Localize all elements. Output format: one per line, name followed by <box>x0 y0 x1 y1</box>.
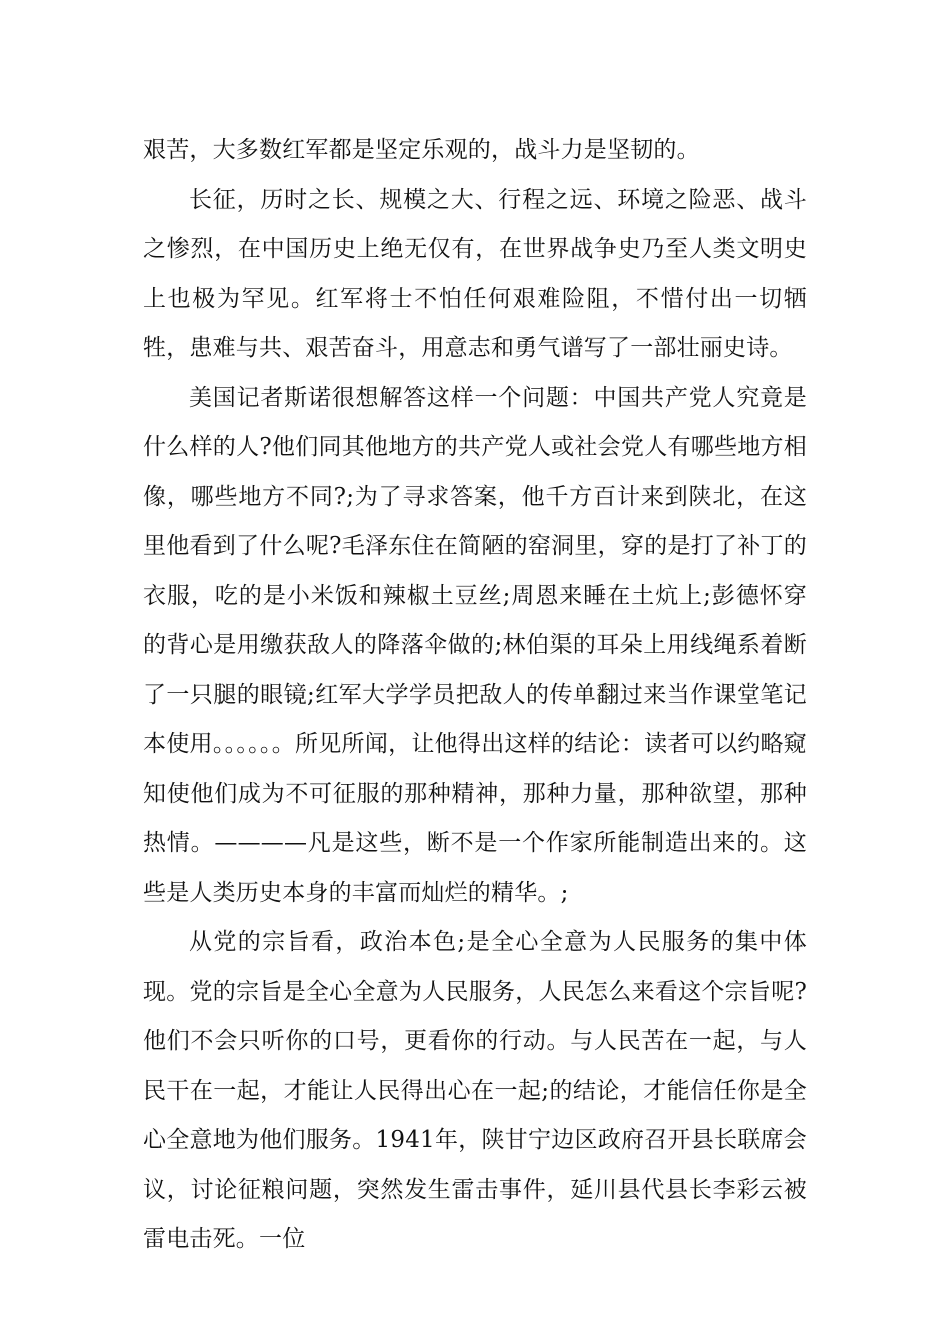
document-body <box>143 126 807 1265</box>
paragraph-party-purpose: 从党的宗旨看，政治本色;是全心全意为人民服务的集中体现。党的宗旨是全心全意为人民服务，人民怎么来看这个宗旨呢?他们不会只听你的口号，更看你的行动。与人民苦在一起，与人民干在一起，才能让人民得出心在一起;的结论，才能信任你是全心全意地为他们服务。1941年，陕甘宁边区政府召开县长联席会议，讨论征粮问题，突然发生雷击事件，延川县代县长李彩云被雷电击死。一位 <box>143 929 807 1252</box>
paragraph-continuation: 艰苦，大多数红军都是坚定乐观的，战斗力是坚韧的。 <box>143 137 700 163</box>
paragraph-snow: 美国记者斯诺很想解答这样一个问题：中国共产党人究竟是什么样的人?他们同其他地方的共产党人或社会党人有哪些地方相像，哪些地方不同?;为了寻求答案，他千方百计来到陕北，在这里他看到了什么呢?毛泽东住在简陋的窑洞里，穿的是打了补丁的衣服，吃的是小米饭和辣椒土豆丝;周恩来睡在土炕上;彭德怀穿的背心是用缴获敌人的降落伞做的;林伯渠的耳朵上用线绳系着断了一只腿的眼镜;红军大学学员把敌人的传单翻过来当作课堂笔记本使用。。。。。。所见所闻，让他得出这样的结论：读者可以约略窥知使他们成为不可征服的那种精神，那种力量，那种欲望，那种热情。————凡是这些，断不是一个作家所能制造出来的。这些是人类历史本身的丰富而灿烂的精华。; <box>143 384 807 906</box>
paragraph-long-march: 长征，历时之长、规模之大、行程之远、环境之险恶、战斗之惨烈，在中国历史上绝无仅有，在世界战争史乃至人类文明史上也极为罕见。红军将士不怕任何艰难险阻，不惜付出一切牺牲，患难与共、艰苦奋斗，用意志和勇气谱写了一部壮丽史诗。 <box>143 186 807 361</box>
